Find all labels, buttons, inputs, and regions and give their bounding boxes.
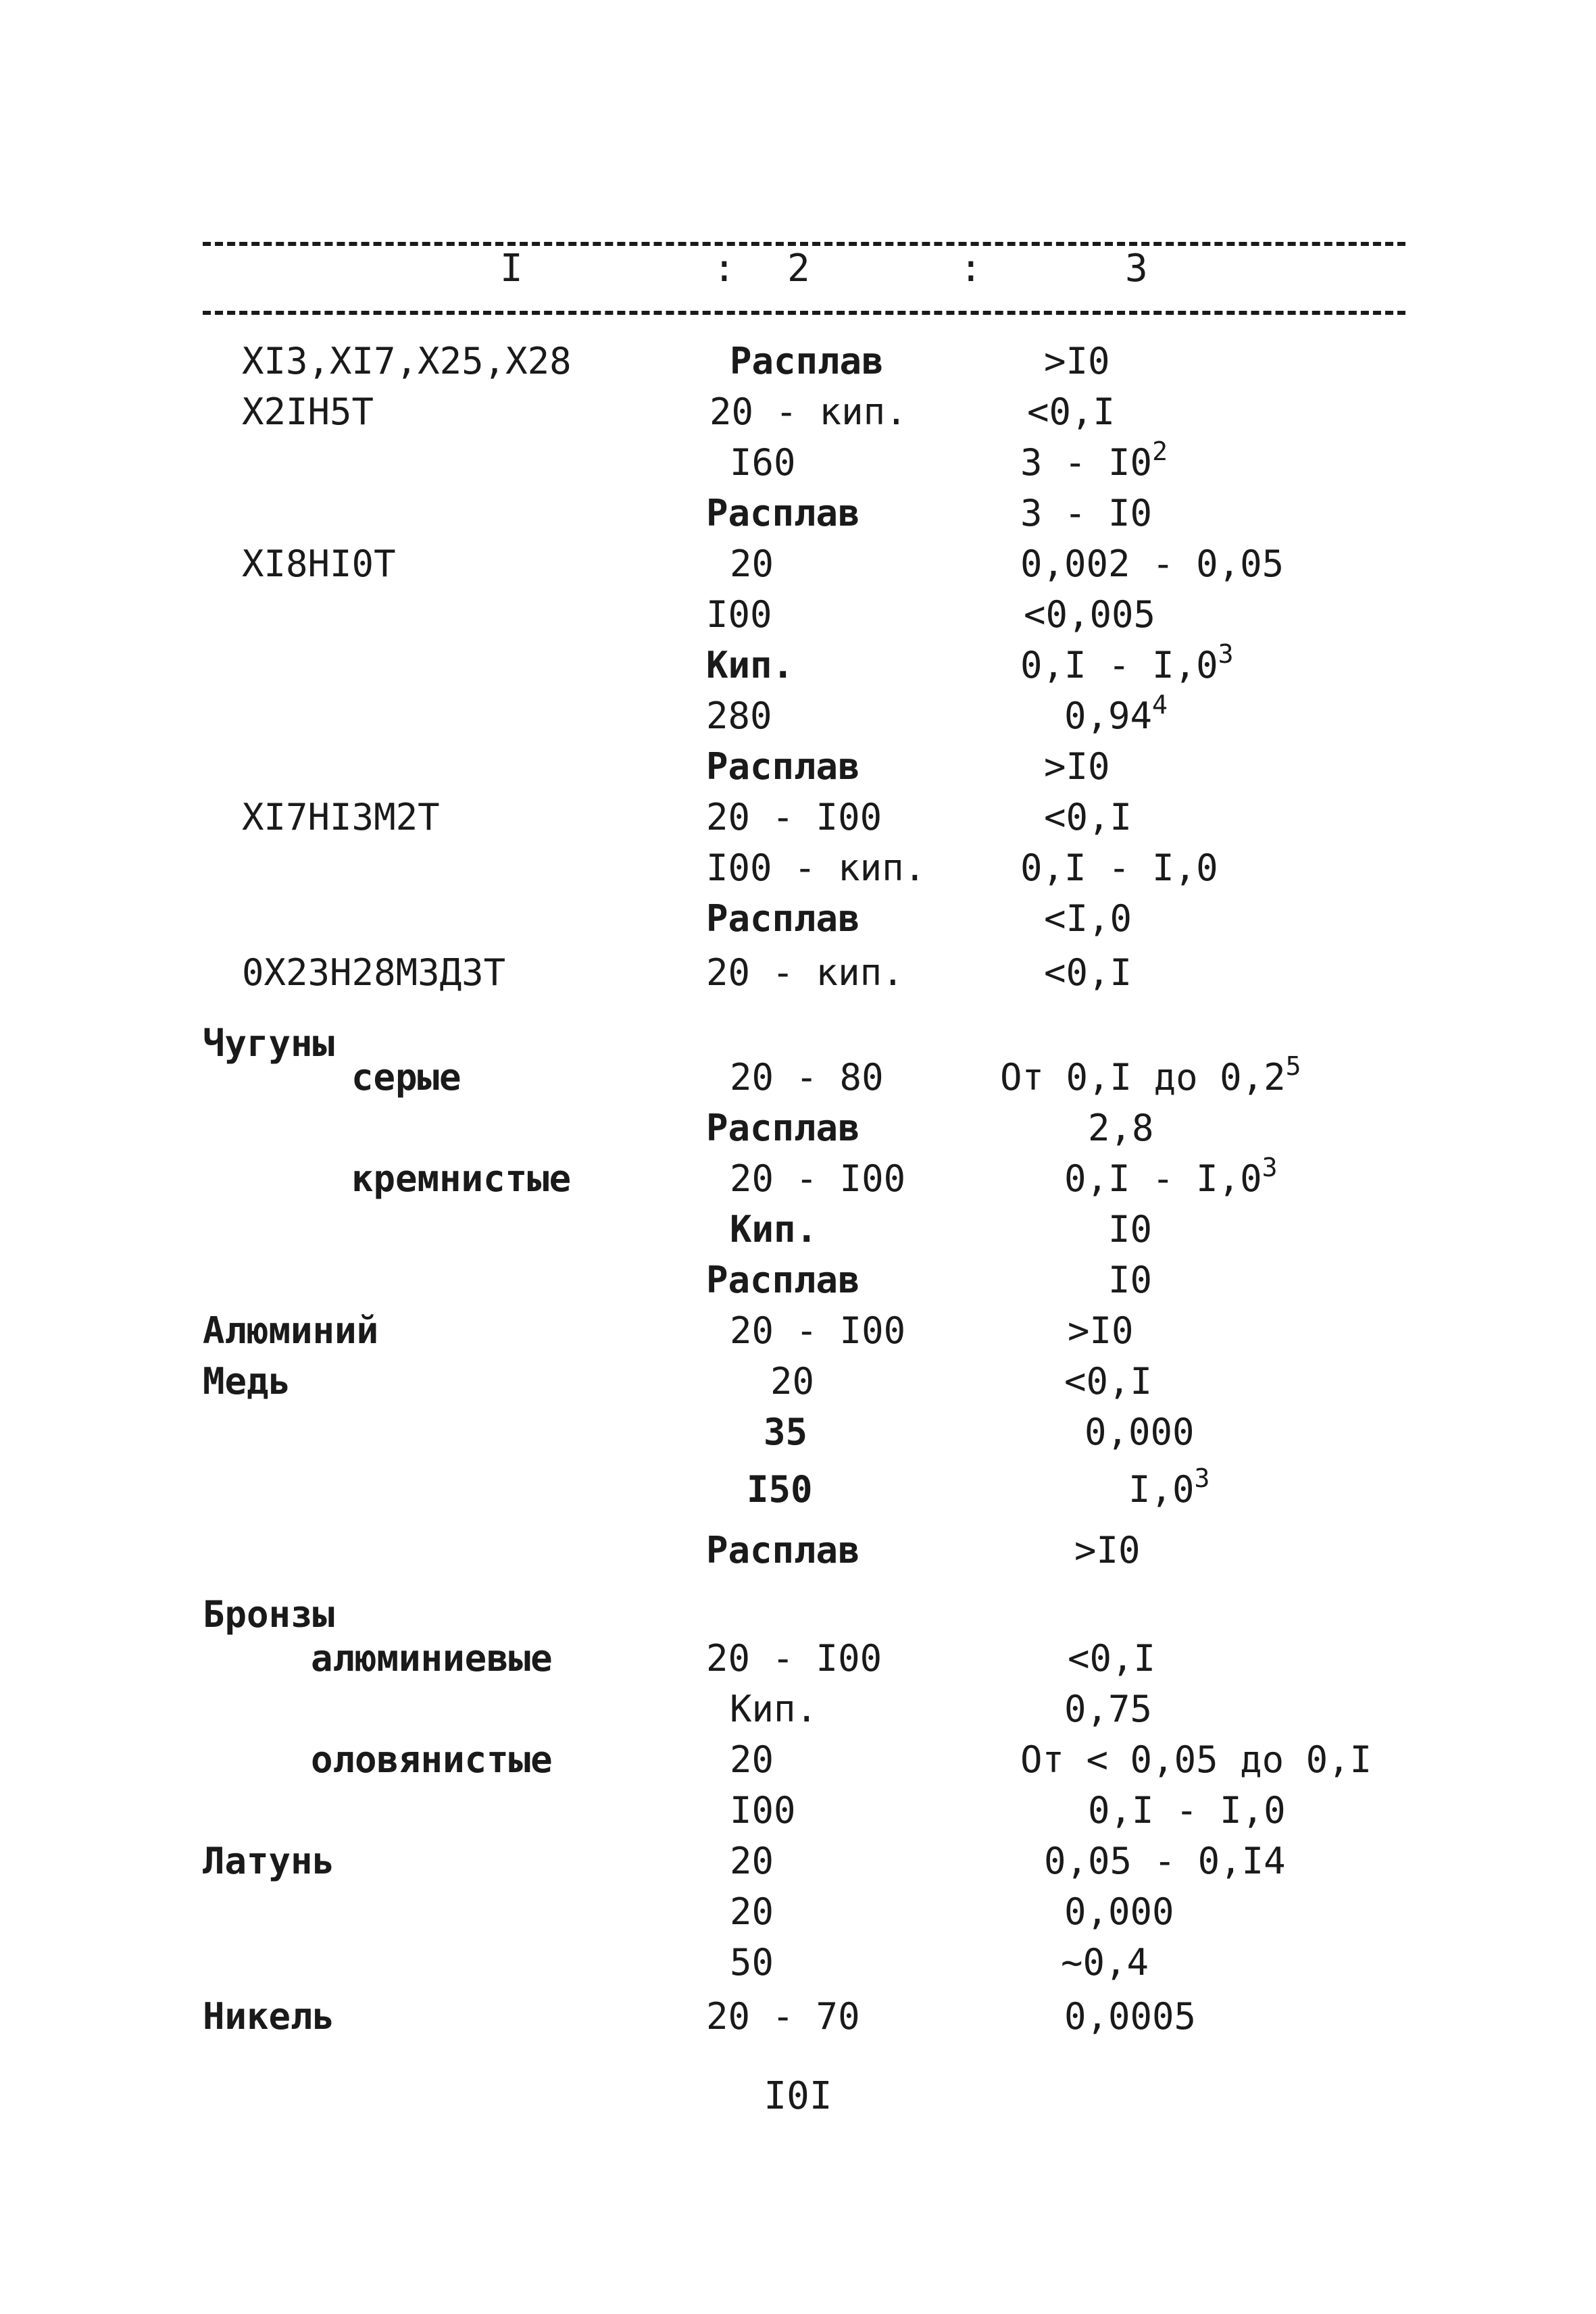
row-rate: $3 - I0^2$ — [1020, 436, 1168, 484]
row-rate: <0,005 — [1024, 593, 1156, 636]
row-rate: От 0,I до $0,2^5$ — [1000, 1051, 1301, 1099]
row-temperature: 20 - 80 — [730, 1056, 884, 1099]
row-rate: От < 0,05 до 0,I — [1020, 1738, 1372, 1781]
table-row — [0, 338, 1596, 385]
row-material: Алюминий — [203, 1309, 379, 1352]
table-row — [0, 845, 1596, 892]
row-temperature: 20 - 70 — [706, 1995, 860, 2038]
header-col1: I — [500, 247, 523, 291]
row-rate: 0,I - I,0 — [1020, 847, 1218, 889]
row-rate: 2,8 — [1088, 1107, 1154, 1149]
row-rate: 0,0005 — [1064, 1995, 1197, 2038]
header-bottom-rule — [203, 311, 1405, 315]
table-row — [0, 1888, 1596, 1936]
row-temperature: 20 — [730, 543, 774, 585]
row-material: Чугуны — [203, 1022, 335, 1065]
row-temperature: 20 - I00 — [730, 1157, 906, 1200]
row-rate: $I,0^3$ — [1128, 1463, 1210, 1511]
row-temperature: Расплав — [706, 492, 860, 534]
table-row — [0, 1939, 1596, 1986]
table-row — [0, 1307, 1596, 1355]
table-row — [0, 1463, 1596, 1513]
table-row — [0, 1206, 1596, 1253]
row-temperature: 20 - I00 — [706, 1637, 882, 1680]
table-row — [0, 591, 1596, 638]
row-temperature: 20 — [730, 1840, 774, 1882]
table-row — [0, 794, 1596, 841]
row-temperature: Кип. — [706, 644, 795, 686]
row-temperature: Кип. — [730, 1688, 818, 1730]
table-row — [0, 1686, 1596, 1733]
table-row — [0, 1105, 1596, 1152]
table-row — [0, 949, 1596, 997]
table-row — [0, 743, 1596, 790]
row-rate: 0,002 - 0,05 — [1020, 543, 1285, 585]
row-rate: 0,75 — [1064, 1688, 1153, 1730]
table-row — [0, 1635, 1596, 1682]
row-temperature: I60 — [730, 441, 796, 484]
row-rate: 0,05 - 0,I4 — [1044, 1840, 1286, 1882]
row-rate: <0,I — [1064, 1360, 1153, 1403]
table-row — [0, 436, 1596, 486]
table-row — [0, 540, 1596, 588]
row-material: кремнистые — [351, 1157, 572, 1200]
table-row — [0, 1358, 1596, 1405]
table-row — [0, 1993, 1596, 2040]
header-col3: 3 — [1125, 247, 1148, 291]
row-rate: >I0 — [1074, 1529, 1141, 1571]
row-rate: I0 — [1108, 1259, 1153, 1301]
row-temperature: 280 — [706, 695, 772, 737]
row-material: оловянистые — [311, 1738, 553, 1781]
header-col2: 2 — [787, 247, 810, 291]
header-top-rule — [203, 242, 1405, 246]
row-rate: <0,I — [1027, 391, 1116, 433]
table-row — [0, 1051, 1596, 1101]
row-rate: >I0 — [1044, 745, 1110, 788]
row-temperature: I00 — [706, 593, 772, 636]
row-temperature: Расплав — [706, 1529, 860, 1571]
row-temperature: I50 — [747, 1468, 813, 1511]
row-temperature: Расплав — [706, 1259, 860, 1301]
row-material: Медь — [203, 1360, 291, 1403]
row-material: Бронзы — [203, 1593, 335, 1636]
row-rate: 0,94$^4$ — [1064, 690, 1168, 737]
row-rate: ~0,4 — [1061, 1941, 1149, 1984]
table-row — [0, 1409, 1596, 1456]
row-material: алюминиевые — [311, 1637, 553, 1680]
row-material: серые — [351, 1056, 462, 1099]
row-rate: <I,0 — [1044, 897, 1132, 940]
table-row — [0, 1155, 1596, 1203]
row-rate: >I0 — [1068, 1309, 1134, 1352]
row-temperature: 20 — [730, 1738, 774, 1781]
table-row — [0, 1257, 1596, 1304]
row-material: XI8HI0T — [242, 543, 396, 585]
row-rate: <0,I — [1044, 796, 1132, 838]
row-temperature: 20 - I00 — [706, 796, 882, 838]
page-number: I0I — [764, 2074, 832, 2118]
row-temperature: I00 - кип. — [706, 847, 926, 889]
row-rate: 3 - I0 — [1020, 492, 1153, 534]
row-rate: 0,000 — [1064, 1890, 1174, 1933]
table-row — [0, 1527, 1596, 1574]
row-temperature: 20 - кип. — [709, 391, 907, 433]
row-temperature: 20 — [770, 1360, 815, 1403]
row-rate: <0,I — [1044, 951, 1132, 994]
row-material: XI7HI3M2T — [242, 796, 440, 838]
header-sep-1: : — [713, 247, 736, 291]
row-temperature: 50 — [730, 1941, 774, 1984]
row-material: Никель — [203, 1995, 335, 2038]
table-row — [0, 1787, 1596, 1834]
table-row — [0, 1736, 1596, 1784]
row-temperature: 20 - кип. — [706, 951, 904, 994]
row-temperature: 20 - I00 — [730, 1309, 906, 1352]
row-temperature: 20 — [730, 1890, 774, 1933]
row-temperature: Расплав — [730, 340, 884, 382]
table-row — [0, 895, 1596, 942]
row-temperature: 35 — [764, 1411, 808, 1453]
header-sep-2: : — [959, 247, 982, 291]
row-rate: $0,I - I,0^3$ — [1064, 1153, 1278, 1200]
row-material: 0X23H28M3Д3T — [242, 951, 506, 994]
row-temperature: I00 — [730, 1789, 796, 1832]
row-rate: 0,000 — [1084, 1411, 1195, 1453]
row-material: X2IH5T — [242, 391, 374, 433]
row-rate: I0 — [1108, 1208, 1153, 1251]
row-rate: >I0 — [1044, 340, 1110, 382]
row-material: XI3,XI7,X25,X28 — [242, 340, 572, 382]
row-temperature: Кип. — [730, 1208, 818, 1251]
row-rate: 0,I - I,0 — [1088, 1789, 1286, 1832]
table-row — [0, 639, 1596, 689]
table-row — [0, 388, 1596, 436]
row-rate: <0,I — [1068, 1637, 1156, 1680]
table-row — [0, 1591, 1596, 1638]
row-temperature: Расплав — [706, 897, 860, 940]
row-temperature: Расплав — [706, 1107, 860, 1149]
row-temperature: Расплав — [706, 745, 860, 788]
row-material: Латунь — [203, 1840, 335, 1882]
table-row — [0, 490, 1596, 537]
table-row — [0, 1838, 1596, 1885]
row-rate: $0,I - I,0^3$ — [1020, 639, 1234, 686]
table-row — [0, 690, 1596, 740]
